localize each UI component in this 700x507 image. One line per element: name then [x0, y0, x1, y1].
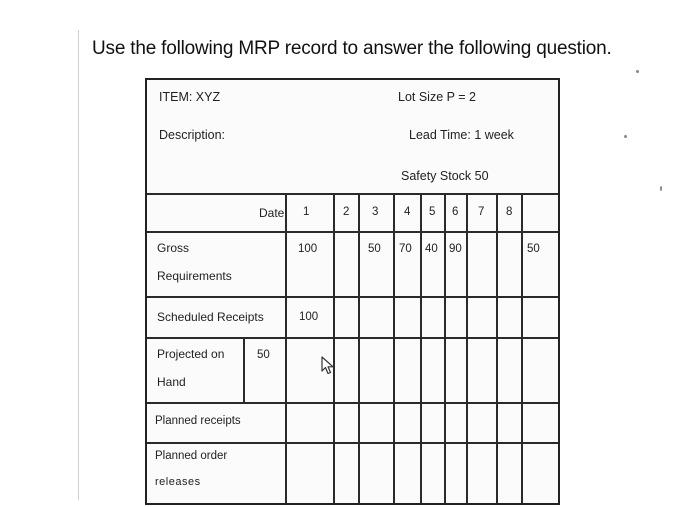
mouse-pointer-icon	[321, 356, 335, 381]
gross-6: 90	[449, 243, 462, 255]
date-8: 8	[506, 206, 513, 218]
date-4: 4	[404, 206, 411, 218]
column-divider	[393, 193, 395, 503]
question-text: Use the following MRP record to answer the following question.	[92, 38, 612, 59]
lot-size-label: Lot Size P = 2	[398, 90, 476, 104]
speck	[660, 186, 662, 191]
gross-8: 50	[527, 243, 540, 255]
initial-on-hand: 50	[257, 349, 270, 361]
column-divider	[333, 193, 335, 503]
column-divider	[496, 193, 498, 503]
date-label: Date	[259, 206, 285, 220]
column-divider	[420, 193, 422, 503]
projected-on-hand-label: Projected on	[157, 347, 225, 361]
column-divider	[444, 193, 446, 503]
gross-5: 40	[425, 243, 438, 255]
description-label: Description:	[159, 128, 225, 142]
label-column-divider	[285, 193, 287, 503]
gross-label: Gross	[157, 241, 190, 255]
date-5: 5	[429, 206, 436, 218]
date-2: 2	[343, 206, 350, 218]
gross-1: 100	[298, 243, 318, 255]
date-7: 7	[478, 206, 485, 218]
speck	[624, 135, 627, 138]
gross-label-cont: Requirements	[157, 269, 232, 283]
scheduled-1: 100	[299, 311, 319, 323]
projected-on-hand-label-cont: Hand	[157, 375, 186, 389]
date-1: 1	[303, 206, 310, 218]
planned-order-releases-label: Planned order	[155, 450, 228, 462]
speck	[636, 70, 639, 73]
column-divider	[521, 193, 523, 503]
gross-4: 70	[399, 243, 412, 255]
column-divider	[466, 193, 468, 503]
planned-receipts-label: Planned receipts	[155, 415, 241, 427]
date-3: 3	[372, 206, 379, 218]
initial-on-hand-divider	[243, 337, 245, 402]
scheduled-receipts-label: Scheduled Receipts	[157, 310, 264, 324]
gross-3: 50	[368, 243, 381, 255]
safety-stock-label: Safety Stock 50	[401, 169, 489, 183]
page-margin-rule	[78, 30, 79, 500]
planned-order-releases-label-cont: releases	[155, 476, 201, 488]
column-divider	[358, 193, 360, 503]
date-6: 6	[452, 206, 459, 218]
lead-time-label: Lead Time: 1 week	[409, 128, 514, 142]
mrp-record-table	[145, 78, 560, 505]
item-label: ITEM: XYZ	[159, 90, 221, 104]
